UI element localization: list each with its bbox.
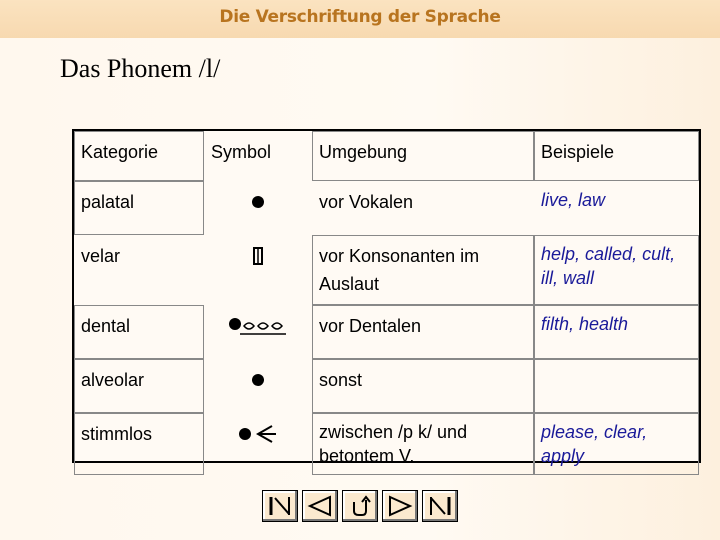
cell-umgebung: sonst (312, 359, 534, 413)
previous-slide-icon (306, 494, 334, 518)
first-slide-button[interactable] (262, 490, 298, 522)
cell-umgebung: vor Dentalen (312, 305, 534, 359)
cell-beispiele: help, called, cult, ill, wall (534, 235, 699, 305)
header-beispiele: Beispiele (534, 131, 699, 181)
table-header-row (74, 131, 699, 181)
next-slide-icon (386, 494, 414, 518)
table-row (74, 181, 699, 235)
slide-navigation (262, 490, 462, 524)
symbol-stimmlos-l (204, 413, 312, 475)
cell-umgebung: vor Vokalen (319, 192, 414, 212)
symbol-palatal-l (204, 181, 312, 235)
cell-umgebung: zwischen /p k/ und betontem V. (312, 413, 534, 475)
voiceless-l-symbol-icon (236, 420, 280, 448)
header-umgebung: Umgebung (312, 131, 534, 181)
first-slide-icon (266, 494, 294, 518)
dental-l-symbol-icon (226, 312, 290, 340)
header-symbol: Symbol (211, 142, 272, 162)
last-slide-button[interactable] (422, 490, 458, 522)
palatal-l-symbol-icon (248, 188, 268, 216)
next-slide-button[interactable] (382, 490, 418, 522)
cell-beispiele: live, law (541, 190, 606, 210)
table-row (74, 235, 699, 305)
symbol-dental-l (204, 305, 312, 359)
table-row (74, 305, 699, 359)
symbol-velar-l (204, 235, 312, 305)
alveolar-l-symbol-icon (248, 366, 268, 394)
return-button[interactable] (342, 490, 378, 522)
slide-title: Die Verschriftung der Sprache (219, 7, 501, 27)
previous-slide-button[interactable] (302, 490, 338, 522)
table-row (74, 359, 699, 413)
page-title: Das Phonem /l/ (60, 54, 221, 83)
return-icon (346, 494, 374, 518)
phoneme-table (72, 129, 701, 466)
cell-beispiele (534, 359, 699, 413)
cell-kategorie: dental (74, 305, 204, 359)
cell-kategorie: stimmlos (74, 413, 204, 475)
cell-beispiele: please, clear, apply (534, 413, 699, 475)
symbol-alveolar-l (204, 359, 312, 413)
header-kategorie: Kategorie (74, 131, 204, 181)
velar-l-symbol-icon (248, 242, 268, 270)
cell-kategorie: palatal (74, 181, 204, 235)
last-slide-icon (426, 494, 454, 518)
cell-kategorie: alveolar (74, 359, 204, 413)
cell-kategorie: velar (81, 246, 121, 266)
table-row (74, 413, 699, 475)
cell-beispiele: filth, health (534, 305, 699, 359)
cell-umgebung: vor Konsonanten im Auslaut (312, 235, 534, 305)
